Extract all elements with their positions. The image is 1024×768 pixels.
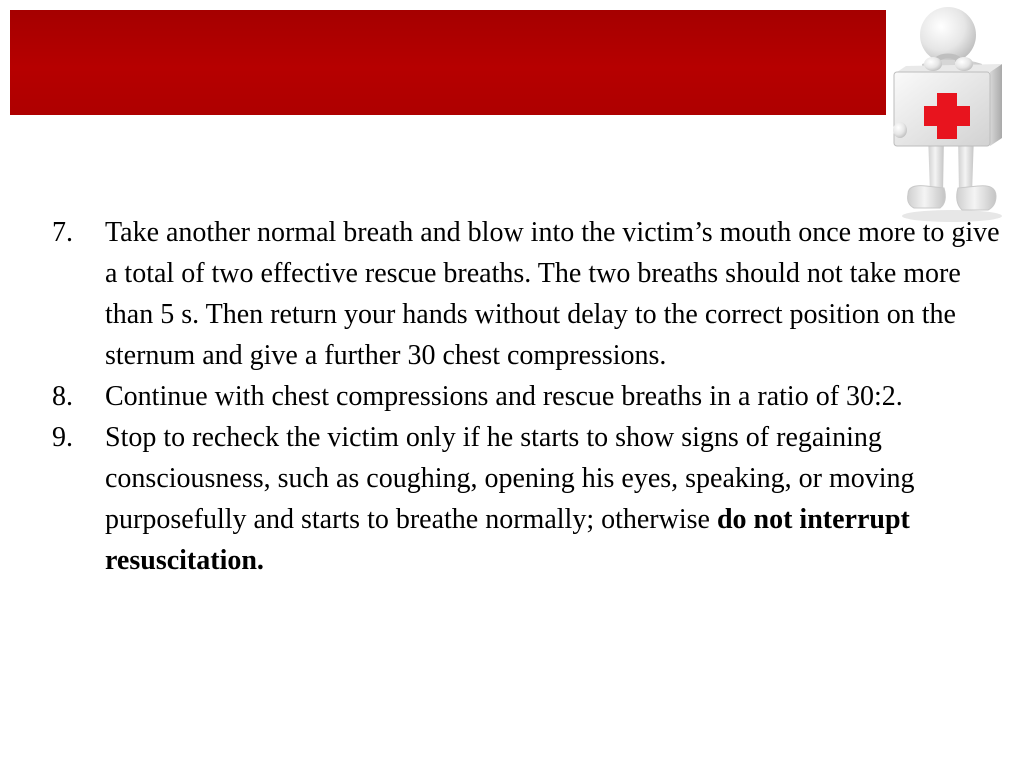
step-number: 7.: [52, 217, 73, 248]
first-aid-person-icon: [886, 4, 1018, 226]
step-number: 8.: [52, 381, 73, 412]
list-item: [50, 417, 1010, 581]
step-text: Take another normal breath and blow into the victim’s mouth once more to give a total of two effective rescue breaths. The two breaths should not take more than 5 s. Then return your hands without delay to the correct position on the sternum and give a further 30 chest compressions.: [105, 217, 1000, 371]
step-text: Stop to recheck the victim only if he starts to show signs of regaining consciousness, such as coughing, opening his eyes, speaking, or moving purposefully and starts to breathe normally; otherwise: [105, 422, 915, 535]
step-number: 9.: [52, 422, 73, 453]
list-item: [50, 212, 1010, 376]
steps-list: [50, 212, 1010, 581]
list-item: [50, 376, 1010, 417]
step-text: Continue with chest compressions and rescue breaths in a ratio of 30:2.: [105, 381, 903, 412]
title-banner: [10, 10, 886, 115]
step-emphasis: do not interrupt resuscitation.: [105, 504, 910, 576]
